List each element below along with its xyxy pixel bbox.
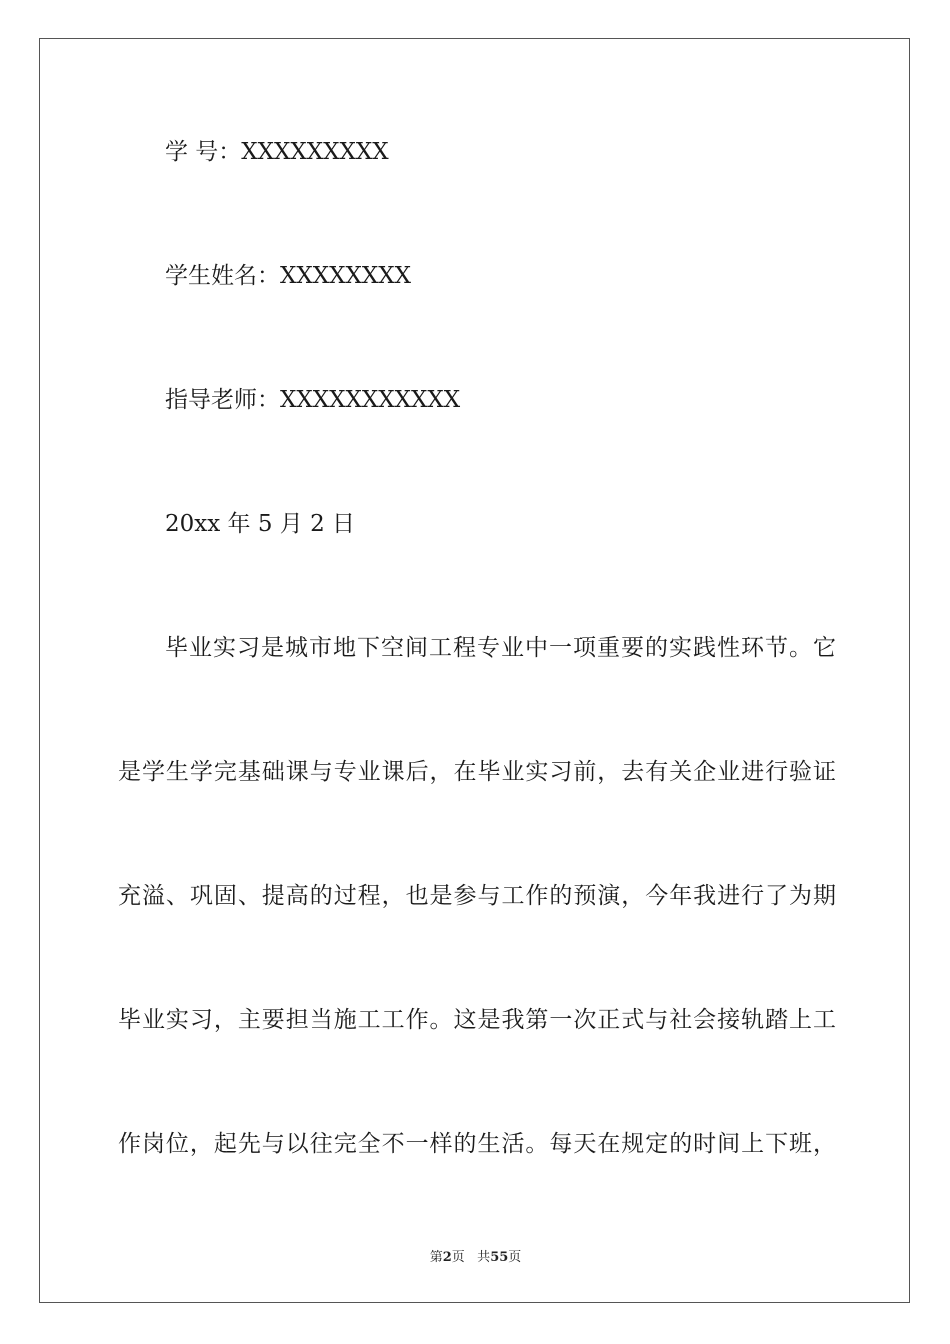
body-paragraph-line xyxy=(165,633,836,663)
body-text: 毕业实习是城市地下空间工程专业中一项重要的实践性环节。它 xyxy=(165,635,836,661)
body-text: 充溢、巩固、提高的过程，也是参与工作的预演，今年我进行了为期 xyxy=(118,883,836,909)
body-text: 作岗位，起先与以往完全不一样的生活。每天在规定的时间上下班， xyxy=(118,1131,836,1157)
advisor-line: 指导老师：XXXXXXXXXXX xyxy=(165,387,461,413)
body-paragraph-line xyxy=(118,1005,836,1035)
document-page xyxy=(39,38,910,1303)
body-text: 毕业实习，主要担当施工工作。这是我第一次正式与社会接轨踏上工 xyxy=(118,1007,836,1033)
page-suffix: 页 xyxy=(451,1250,465,1265)
student-id-line: 学 号：XXXXXXXXX xyxy=(165,139,389,165)
body-paragraph-line xyxy=(118,1129,836,1159)
body-paragraph-line xyxy=(118,881,836,911)
body-paragraph-line xyxy=(118,757,836,787)
total-suffix: 页 xyxy=(508,1250,522,1265)
page-number: 2 xyxy=(442,1250,452,1265)
date-line: 20xx 年 5 月 2 日 xyxy=(165,511,356,537)
page-footer xyxy=(40,1250,911,1266)
page-total: 55 xyxy=(490,1250,509,1265)
student-name-line: 学生姓名：XXXXXXXX xyxy=(165,263,411,289)
page-prefix: 第 xyxy=(429,1250,443,1265)
total-prefix: 共 xyxy=(477,1250,491,1265)
body-text: 是学生学完基础课与专业课后，在毕业实习前，去有关企业进行验证 xyxy=(118,759,836,785)
